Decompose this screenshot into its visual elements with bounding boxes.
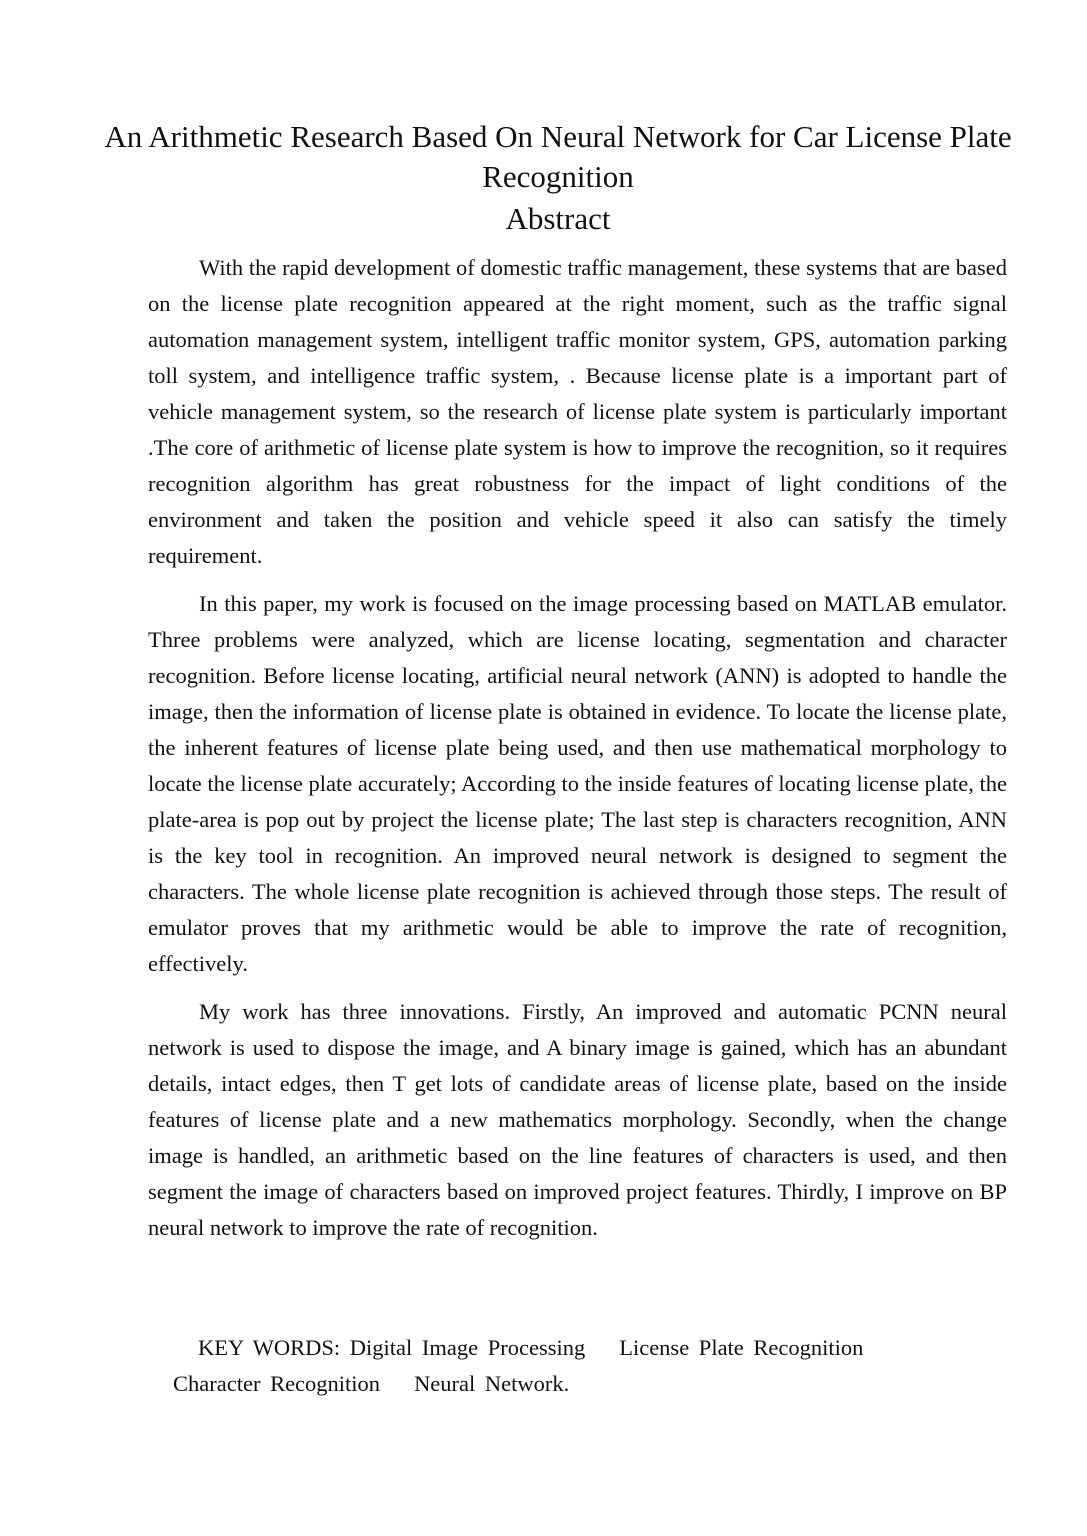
abstract-paragraph-3: My work has three innovations. Firstly, An improved and automatic PCNN neural network is used to dispose the image, and A binary image is gained, which has an abundant details, intact edges, then T get lots of candidate areas of license plate, based on the inside features of license plate and a new mathematics morphology. Secondly, when the change image is handled, an arithmetic based on the line features of characters is used, and then segment the image of characters based on improved project features. Thirdly, I improve on BP neural network to improve the rate of recognition.: [148, 999, 1007, 1240]
keyword-item: Neural Network.: [414, 1371, 570, 1396]
keyword-item: Character Recognition: [173, 1371, 381, 1396]
abstract-heading: Abstract: [505, 201, 611, 236]
keywords-label: KEY WORDS:: [198, 1335, 341, 1360]
keywords-line-1: [198, 1330, 973, 1366]
abstract-paragraph-1: With the rapid development of domestic traffic management, these systems that are based on the license plate recognition appeared at the right moment, such as the traffic signal automation management system, intelligent traffic monitor system, GPS, automation parking toll system, and intelligence traffic system, . Because license plate is a important part of vehicle management system, so the research of license plate system is particularly important .The core of arithmetic of license plate system is how to improve the recognition, so it requires recognition algorithm has great robustness for the impact of light conditions of the environment and taken the position and vehicle speed it also can satisfy the timely requirement.: [148, 255, 1007, 568]
keyword-item: License Plate Recognition: [619, 1335, 864, 1360]
abstract-paragraph-2: In this paper, my work is focused on the image processing based on MATLAB emulator. Three problems were analyzed, which are license locating, segmentation and character recognition. Before license locating, artificial neural network (ANN) is adopted to handle the image, then the information of license plate is obtained in evidence. To locate the license plate, the inherent features of license plate being used, and then use mathematical morphology to locate the license plate accurately; According to the inside features of locating license plate, the plate-area is pop out by project the license plate; The last step is characters recognition, ANN is the key tool in recognition. An improved neural network is designed to segment the characters. The whole license plate recognition is achieved through those steps. The result of emulator proves that my arithmetic would be able to improve the rate of recognition, effectively.: [148, 591, 1008, 976]
abstract-body: [148, 250, 1007, 1258]
keyword-item: Digital Image Processing: [349, 1335, 586, 1360]
keywords-line-2: [173, 1366, 973, 1402]
document-title: An Arithmetic Research Based On Neural Network for Car License Plate Recognition: [104, 119, 1012, 194]
keywords-block: [173, 1330, 973, 1402]
